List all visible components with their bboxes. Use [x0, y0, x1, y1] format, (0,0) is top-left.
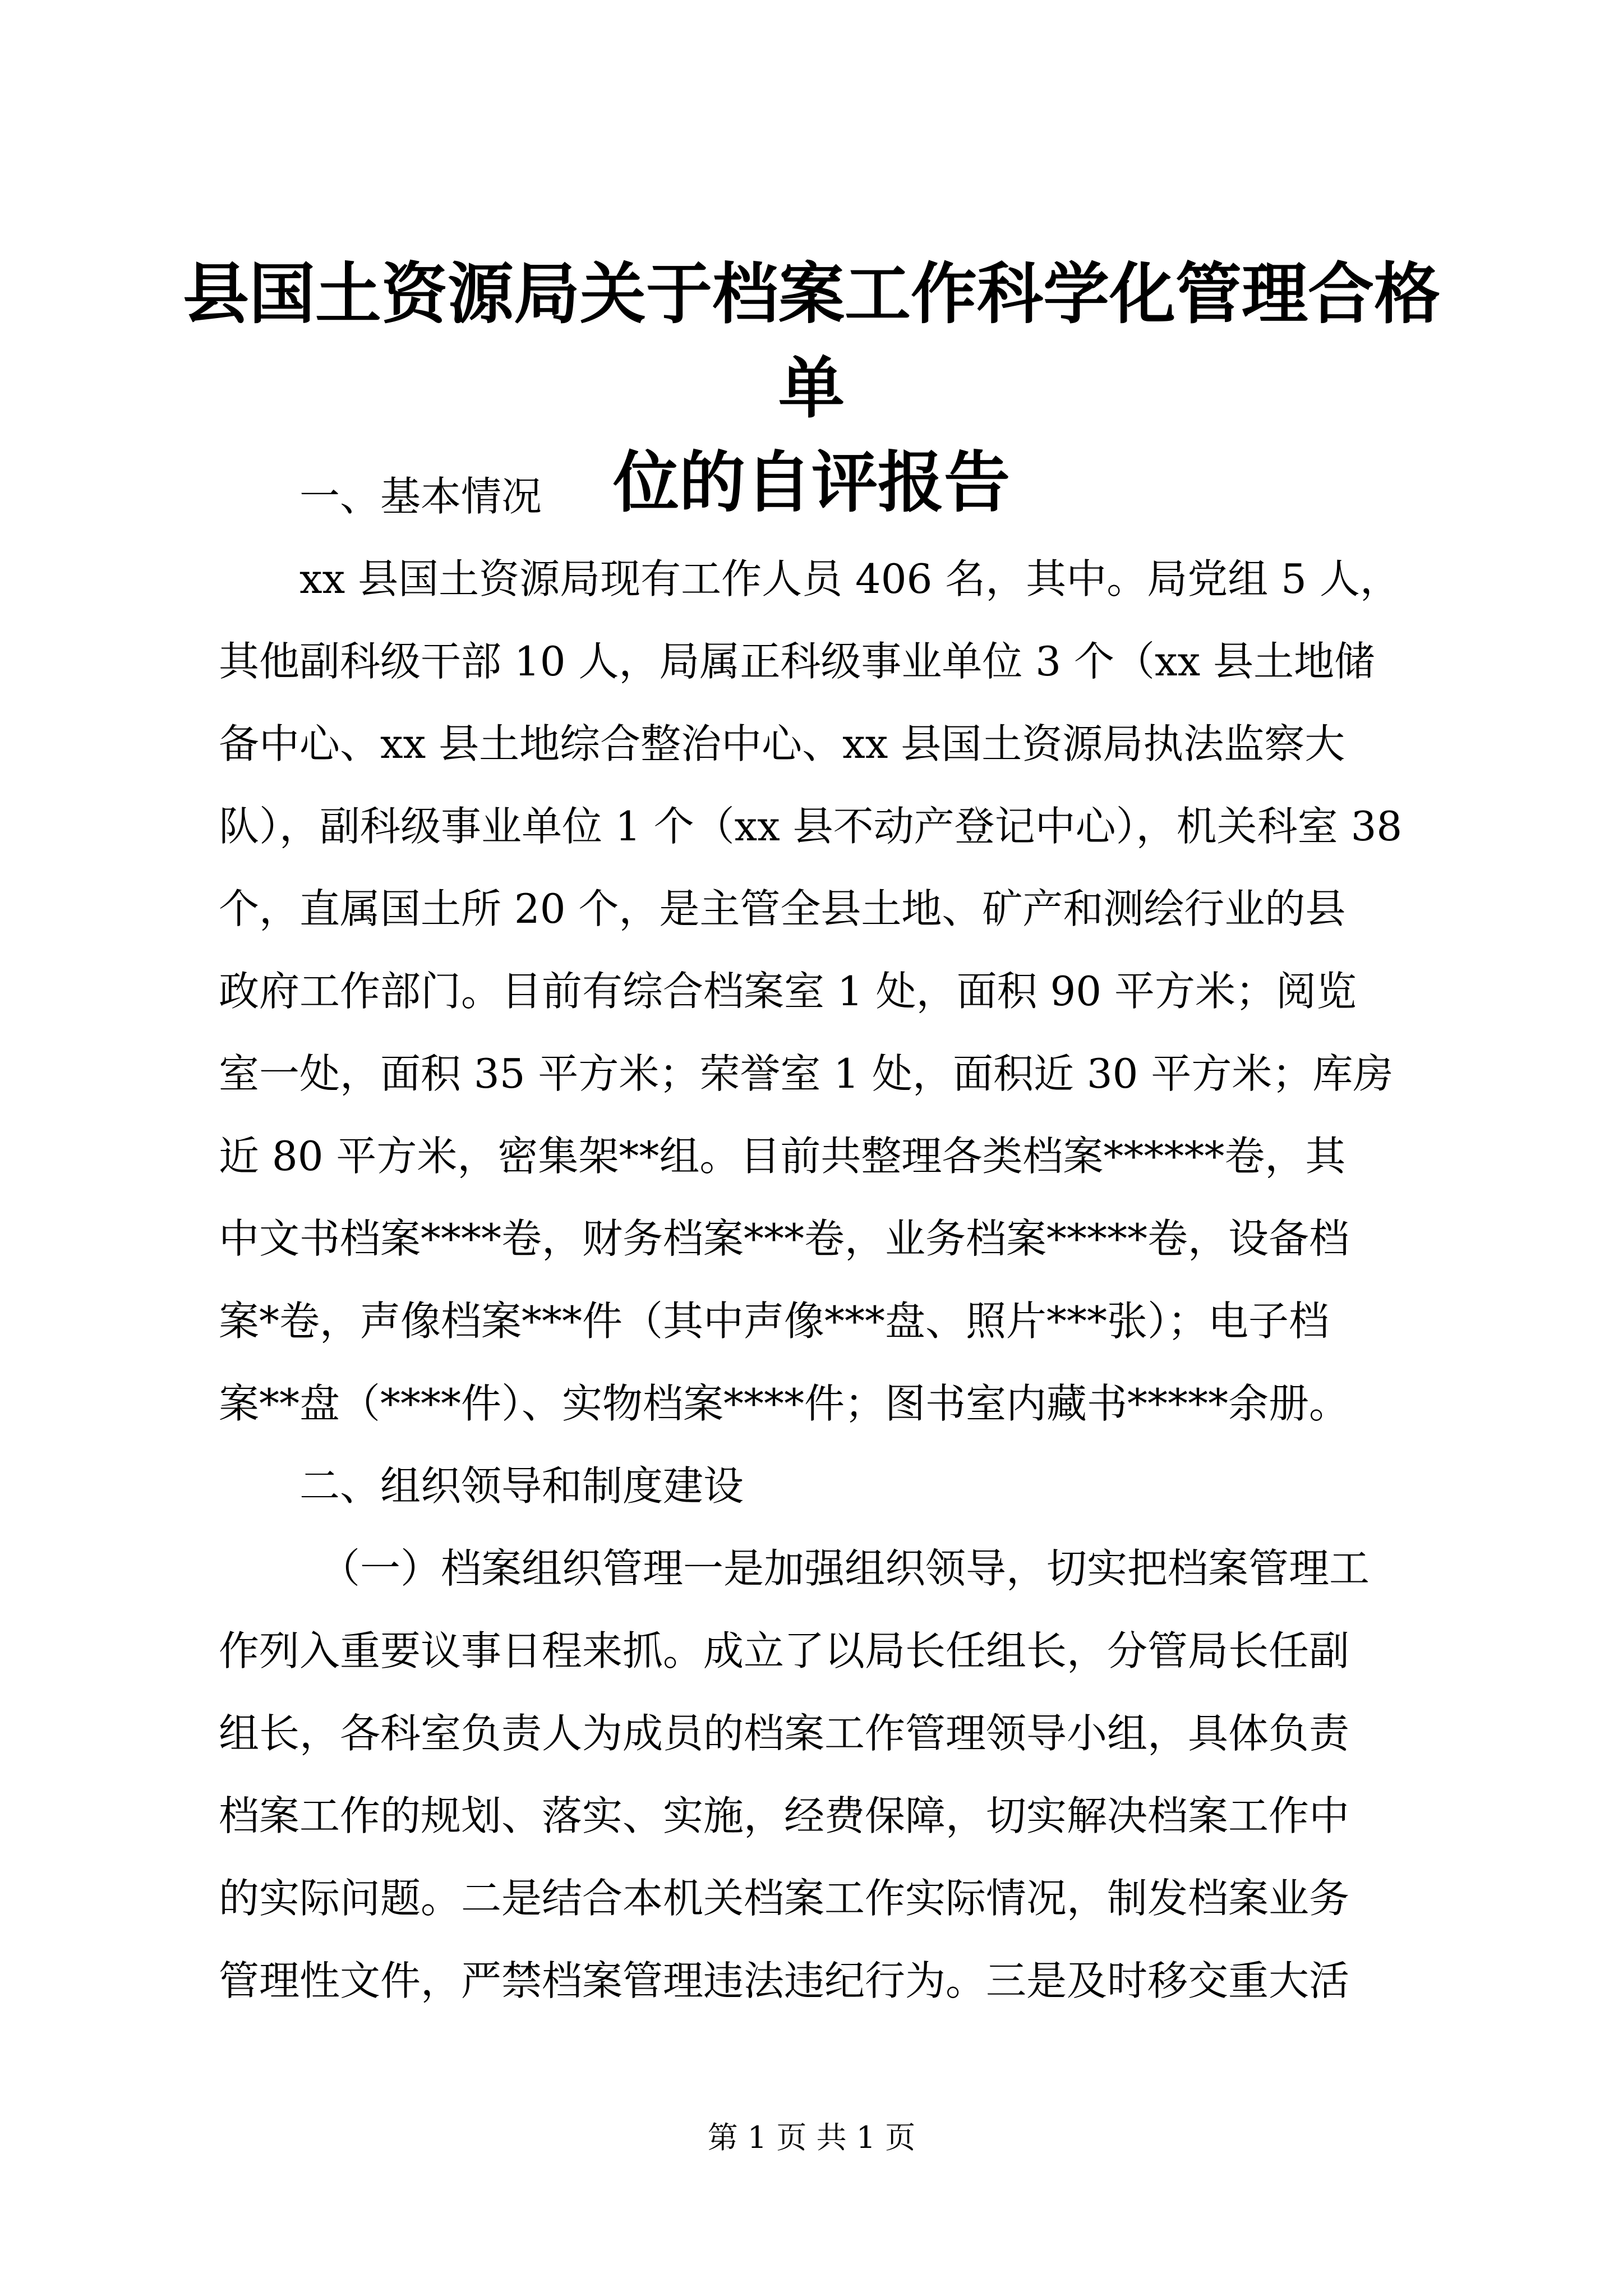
paragraph-line: 队），副科级事业单位 1 个（xx 县不动产登记中心），机关科室 38: [219, 803, 1403, 850]
title-line-1: 县国土资源局关于档案工作科学化管理合格单: [182, 255, 1440, 427]
paragraph-line: 个，直属国土所 20 个，是主管全县土地、矿产和测绘行业的县: [219, 885, 1346, 932]
paragraph-line: 备中心、xx 县土地综合整治中心、xx 县国土资源局执法监察大: [219, 720, 1345, 767]
page-footer: 第 1 页 共 1 页: [707, 2120, 916, 2155]
section-heading-basic: 一、基本情况: [299, 473, 542, 520]
paragraph-line: 管理性文件，严禁档案管理违法违纪行为。三是及时移交重大活: [219, 1957, 1350, 2004]
paragraph-line: 近 80 平方米，密集架**组。目前共整理各类档案******卷，其: [219, 1133, 1346, 1180]
paragraph-line: 档案工作的规划、落实、实施，经费保障，切实解决档案工作中: [219, 1792, 1350, 1839]
paragraph-line: 作列入重要议事日程来抓。成立了以局长任组长，分管局长任副: [219, 1627, 1350, 1674]
paragraph-line: （一）档案组织管理一是加强组织领导，切实把档案管理工: [320, 1545, 1370, 1592]
paragraph-line: 政府工作部门。目前有综合档案室 1 处，面积 90 平方米；阅览: [219, 968, 1357, 1015]
paragraph-line: 室一处，面积 35 平方米；荣誉室 1 处，面积近 30 平方米；库房: [219, 1050, 1394, 1097]
title-line-2: 位的自评报告: [612, 443, 1010, 521]
document-body: [219, 455, 1413, 2022]
paragraph-line: 中文书档案****卷，财务档案***卷，业务档案*****卷，设备档: [219, 1215, 1350, 1262]
paragraph-line: 组长，各科室负责人为成员的档案工作管理领导小组，具体负责: [219, 1710, 1350, 1757]
paragraph-line: 案**盘（****件）、实物档案****件；图书室内藏书*****余册。: [219, 1380, 1350, 1427]
section-heading-organization: 二、组织领导和制度建设: [299, 1462, 744, 1510]
paragraph-line: 其他副科级干部 10 人，局属正科级事业单位 3 个（xx 县土地储: [219, 638, 1375, 685]
paragraph-line: xx 县国土资源局现有工作人员 406 名，其中。局党组 5 人，: [299, 555, 1400, 602]
paragraph-line: 的实际问题。二是结合本机关档案工作实际情况，制发档案业务: [219, 1875, 1350, 1922]
paragraph-line: 案*卷，声像档案***件（其中声像***盘、照片***张）；电子档: [219, 1297, 1330, 1345]
